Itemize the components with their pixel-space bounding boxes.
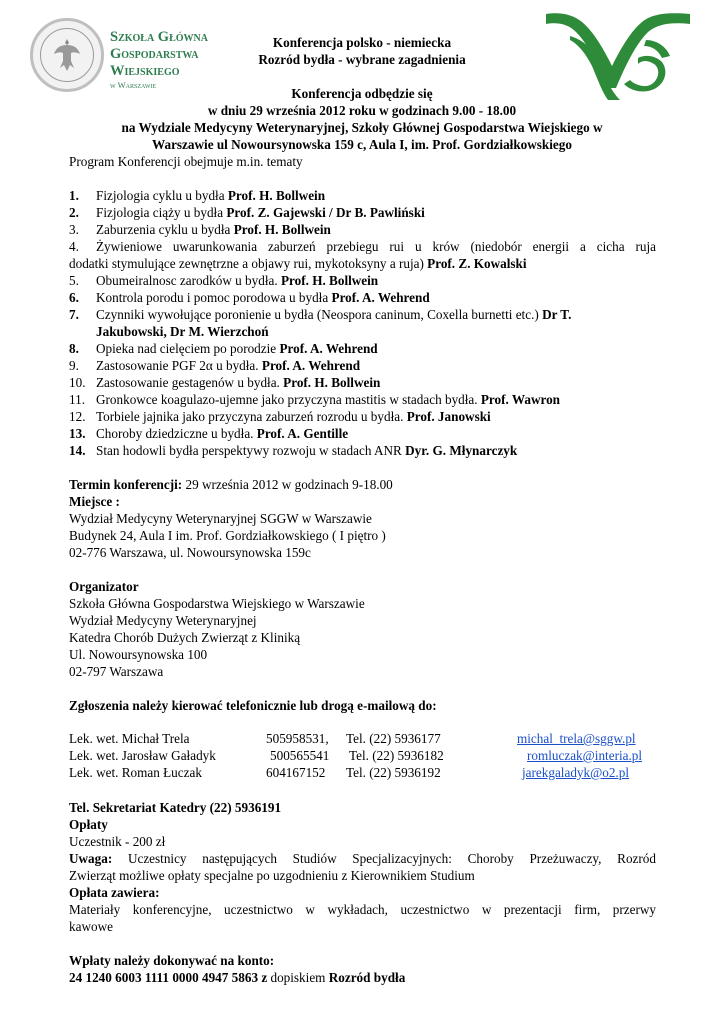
list-item: 13. Choroby dziedziczne u bydła. Prof. A. Gentille <box>69 426 349 441</box>
contact-phone: 505958531, <box>266 731 329 746</box>
list-item: 4. Żywieniowe uwarunkowania zaburzeń przebiegu rui u krów (niedobór energii a cicha ruja <box>69 239 656 254</box>
list-item: 8. Opieka nad cielęciem po porodzie Prof. A. Wehrend <box>69 341 378 356</box>
place-line: 02-776 Warszawa, ul. Nowoursynowska 159c <box>69 545 311 560</box>
list-item: 1. Fizjologia cyklu u bydła Prof. H. Bollwein <box>69 188 326 203</box>
conference-subtitle: Rozród bydła - wybrane zagadnienia <box>258 52 466 67</box>
secretariat-phone: Tel. Sekretariat Katedry (22) 5936191 <box>69 800 282 815</box>
organizer-line: Ul. Nowoursynowska 100 <box>69 647 208 662</box>
contact-tel: Tel. (22) 5936192 <box>346 765 441 780</box>
fees-includes-heading: Opłata zawiera: <box>69 885 160 900</box>
list-item-continuation: Jakubowski, Dr M. Wierzchoń <box>96 324 269 339</box>
conference-title: Konferencja polsko - niemiecka <box>272 35 452 50</box>
list-item: 12. Torbiele jajnika jako przyczyna zaburzeń rozrodu u bydła. Prof. Janowski <box>69 409 491 424</box>
list-item: 10. Zastosowanie gestagenów u bydła. Prof. H. Bollwein <box>69 375 381 390</box>
organizer-line: 02-797 Warszawa <box>69 664 164 679</box>
place-heading: Miejsce : <box>69 494 120 509</box>
university-city: w Warszawie <box>110 80 157 90</box>
list-item: 9. Zastosowanie PGF 2α u bydła. Prof. A. Wehrend <box>69 358 361 373</box>
payment-account: 24 1240 6003 1111 0000 4947 5863 z dopiskiem Rozród bydła <box>69 970 406 985</box>
contact-name: Lek. wet. Michał Trela <box>69 731 190 746</box>
contact-phone: 500565541 <box>270 748 330 763</box>
organizer-line: Szkoła Główna Gospodarstwa Wiejskiego w Warszawie <box>69 596 365 611</box>
list-item: 3. Zaburzenia cyklu u bydła Prof. H. Bollwein <box>69 222 331 237</box>
conference-date: w dniu 29 września 2012 roku w godzinach 9.00 - 18.00 <box>207 103 517 118</box>
list-item: 7. Czynniki wywołujące poronienie u bydła (Neospora caninum, Coxella burnetti etc.) Dr T. <box>69 307 572 322</box>
university-name: Szkoła Główna Gospodarstwa Wiejskiego <box>110 29 208 79</box>
contact-phone: 604167152 <box>266 765 326 780</box>
fees-note-continuation: Zwierząt możliwe opłaty specjalne po uzgodnieniu z Kierownikiem Studium <box>69 868 475 883</box>
fees-participant: Uczestnik - 200 zł <box>69 834 166 849</box>
registration-heading: Zgłoszenia należy kierować telefonicznie lub drogą e-mailową do: <box>69 698 437 713</box>
contact-name: Lek. wet. Roman Łuczak <box>69 765 202 780</box>
contact-email-link[interactable]: michal_trela@sggw.pl <box>517 731 636 746</box>
organizer-line: Katedra Chorób Dużych Zwierząt z Kliniką <box>69 630 301 645</box>
conference-term: Termin konferencji: 29 września 2012 w godzinach 9-18.00 <box>69 477 393 492</box>
contact-email-link[interactable]: romluczak@interia.pl <box>527 748 643 763</box>
conference-announcement: Konferencja odbędzie się <box>291 86 433 101</box>
organizer-heading: Organizator <box>69 579 139 594</box>
list-item: 6. Kontrola porodu i pomoc porodowa u bydła Prof. A. Wehrend <box>69 290 430 305</box>
conference-venue-line2: Warszawie ul Nowoursynowska 159 c, Aula I, im. Prof. Gordziałkowskiego <box>152 137 572 152</box>
fees-heading: Opłaty <box>69 817 108 832</box>
list-item: 5. Obumeiralnosc zarodków u bydła. Prof. H. Bollwein <box>69 273 379 288</box>
payment-heading: Wpłaty należy dokonywać na konto: <box>69 953 275 968</box>
organizer-line: Wydział Medycyny Weterynaryjnej <box>69 613 257 628</box>
place-line: Wydział Medycyny Weterynaryjnej SGGW w Warszawie <box>69 511 372 526</box>
place-line: Budynek 24, Aula I im. Prof. Gordziałkowskiego ( I piętro ) <box>69 528 386 543</box>
contact-name: Lek. wet. Jarosław Gaładyk <box>69 748 216 763</box>
list-item: 2. Fizjologia ciąży u bydła Prof. Z. Gajewski / Dr B. Pawliński <box>69 205 425 220</box>
fees-includes: Materiały konferencyjne, uczestnictwo w wykładach, uczestnictwo w prezentacji firm, przerwy <box>69 902 656 917</box>
list-item-continuation: dodatki stymulujące zewnętrzne a objawy rui, mykotoksyny a ruja) Prof. Z. Kowalski <box>69 256 527 271</box>
fees-includes-continuation: kawowe <box>69 919 113 934</box>
program-intro: Program Konferencji obejmuje m.in. tematy <box>69 154 303 169</box>
conference-venue-line1: na Wydziale Medycyny Weterynaryjnej, Szkoły Głównej Gospodarstwa Wiejskiego w <box>121 120 603 135</box>
contact-email-link[interactable]: jarekgaladyk@o2.pl <box>522 765 629 780</box>
list-item: 14. Stan hodowli bydła perspektywy rozwoju w stadach ANR Dyr. G. Młynarczyk <box>69 443 518 458</box>
list-item: 11. Gronkowce koagulazo-ujemne jako przyczyna mastitis w stadach bydła. Prof. Wawron <box>69 392 561 407</box>
fees-note: Uwaga: Uczestnicy następujących Studiów Specjalizacyjnych: Choroby Przeżuwaczy, Rozród <box>69 851 656 866</box>
contact-tel: Tel. (22) 5936182 <box>349 748 444 763</box>
contact-tel: Tel. (22) 5936177 <box>346 731 441 746</box>
